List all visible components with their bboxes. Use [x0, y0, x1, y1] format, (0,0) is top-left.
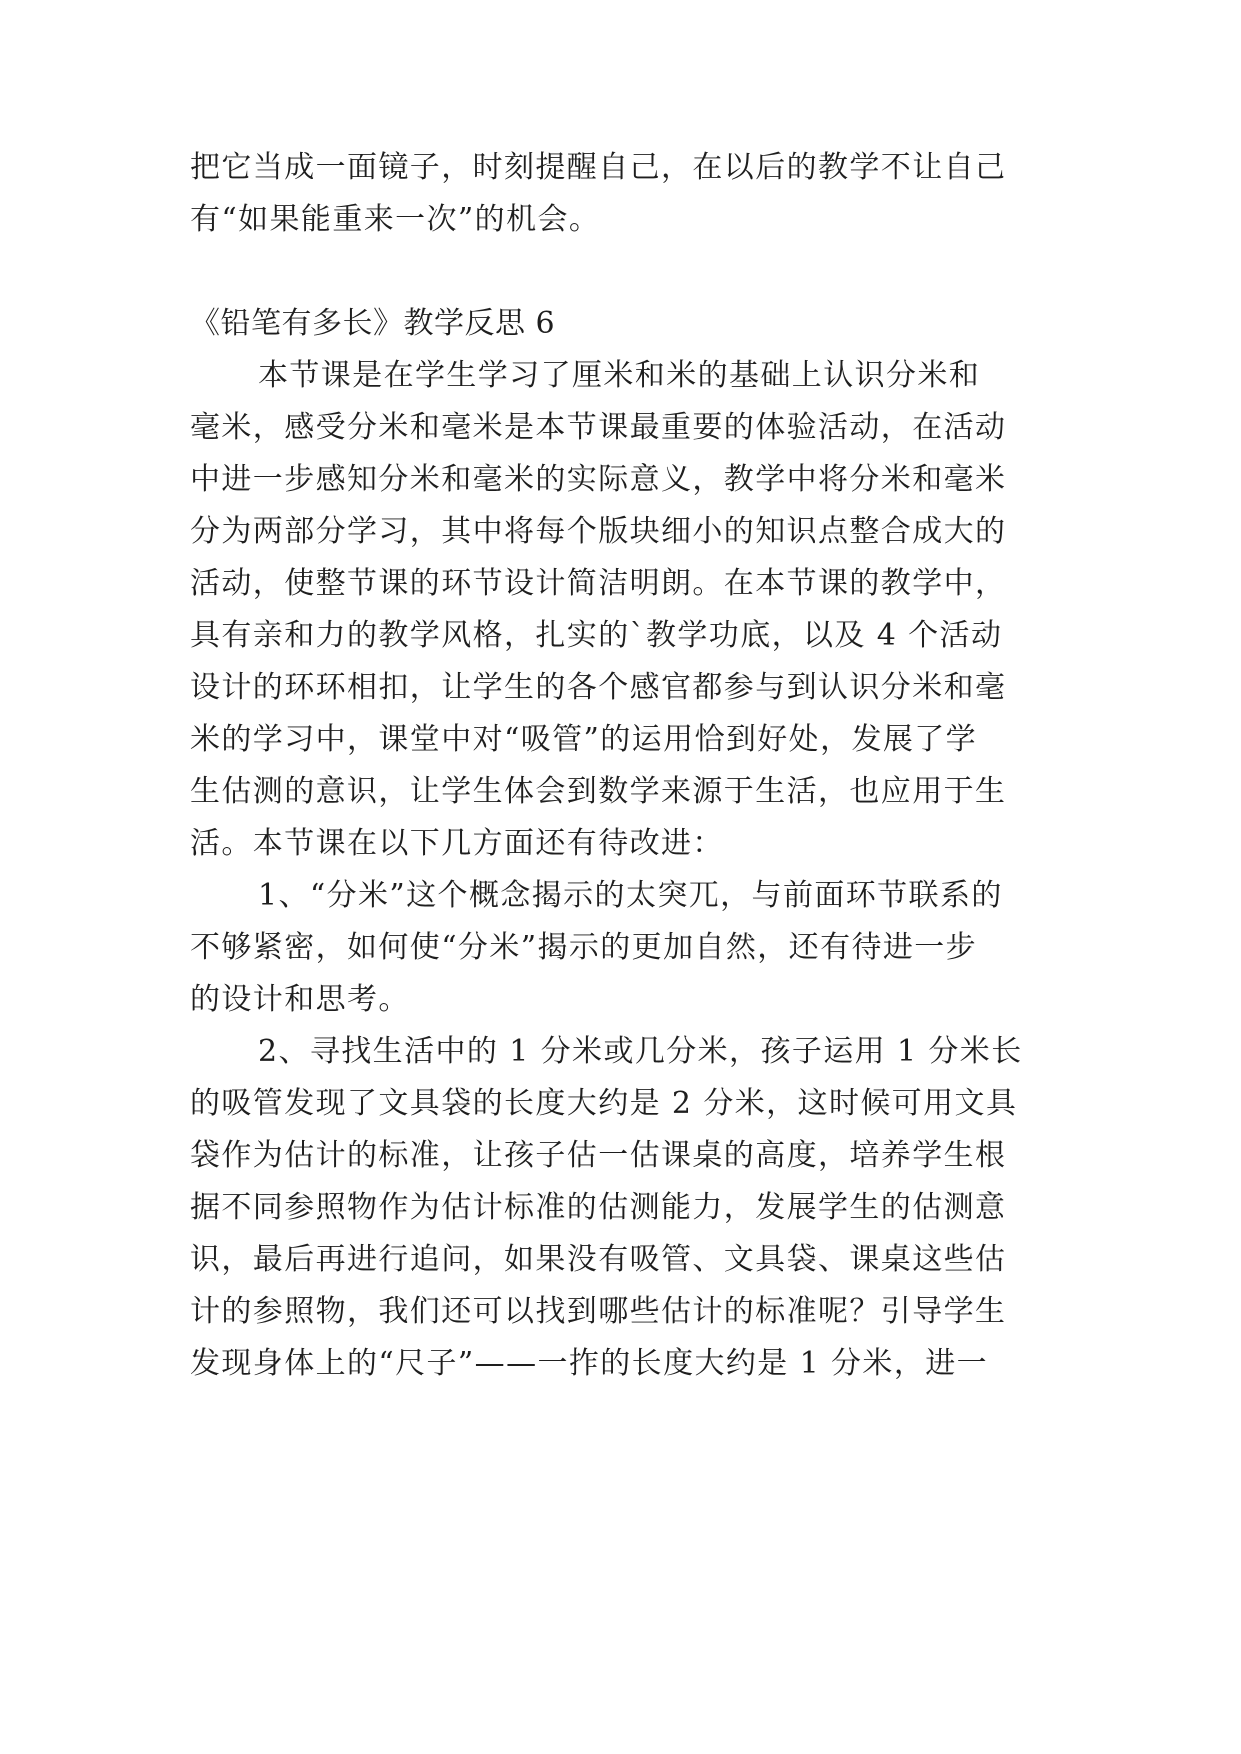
text-line: 具有亲和力的教学风格，扎实的`教学功底，以及 4 个活动: [190, 618, 1003, 653]
text-line: 米的学习中，课堂中对“吸管”的运用恰到好处，发展了学: [190, 722, 978, 757]
text-line: 中进一步感知分米和毫米的实际意义，教学中将分米和毫米: [190, 462, 1007, 497]
text-line: 活。本节课在以下几方面还有待改进：: [190, 826, 724, 861]
text-line: 生估测的意识，让学生体会到数学来源于生活，也应用于生: [190, 774, 1007, 809]
text-line: 识，最后再进行追问，如果没有吸管、文具袋、课桌这些估: [190, 1242, 1007, 1277]
text-line: 的设计和思考。: [190, 982, 410, 1017]
text-line: 袋作为估计的标准，让孩子估一估课桌的高度，培养学生根: [190, 1138, 1007, 1173]
text-line: 1、“分米”这个概念揭示的太突兀，与前面环节联系的: [258, 878, 1003, 913]
text-line: 设计的环环相扣，让学生的各个感官都参与到认识分米和毫: [190, 670, 1007, 705]
text-line: 本节课是在学生学习了厘米和米的基础上认识分米和: [258, 358, 981, 393]
section-title: 《铅笔有多长》教学反思 6: [190, 306, 556, 341]
text-line: 据不同参照物作为估计标准的估测能力，发展学生的估测意: [190, 1190, 1007, 1225]
text-line: 把它当成一面镜子，时刻提醒自己，在以后的教学不让自己: [190, 150, 1007, 185]
text-line: 不够紧密，如何使“分米”揭示的更加自然，还有待进一步: [190, 930, 978, 965]
text-line: 2、寻找生活中的 1 分米或几分米，孩子运用 1 分米长: [258, 1034, 1023, 1069]
text-line: 的吸管发现了文具袋的长度大约是 2 分米，这时候可用文具: [190, 1086, 1018, 1121]
text-line: 毫米，感受分米和毫米是本节课最重要的体验活动，在活动: [190, 410, 1007, 445]
text-line: 计的参照物，我们还可以找到哪些估计的标准呢？引导学生: [190, 1294, 1007, 1329]
text-line: 活动，使整节课的环节设计简洁明朗。在本节课的教学中，: [190, 566, 1007, 601]
text-line: 分为两部分学习，其中将每个版块细小的知识点整合成大的: [190, 514, 1007, 549]
text-line: 有“如果能重来一次”的机会。: [190, 202, 601, 237]
text-line: 发现身体上的“尺子”——一拃的长度大约是 1 分米，进一: [190, 1346, 989, 1381]
